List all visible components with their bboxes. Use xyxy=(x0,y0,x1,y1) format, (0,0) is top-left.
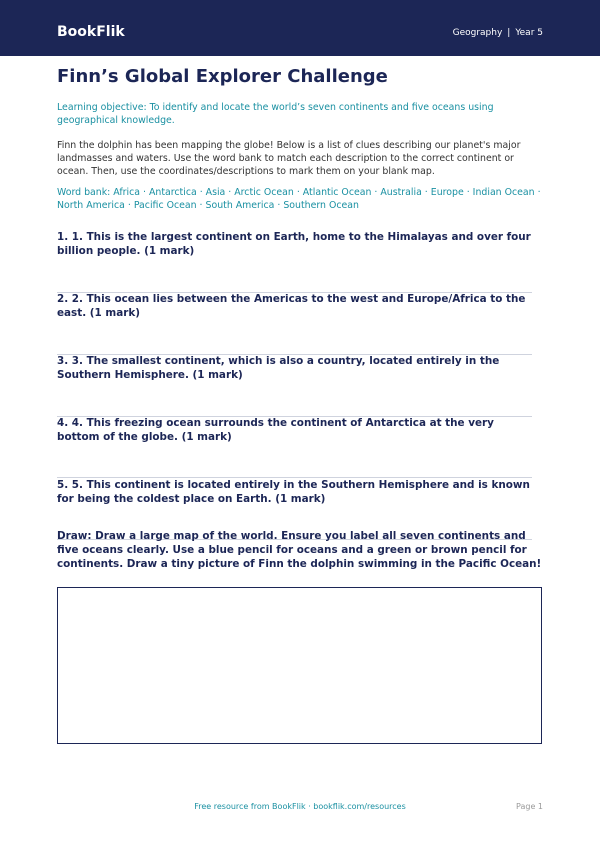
page-title: Finn’s Global Explorer Challenge xyxy=(57,66,388,87)
year-label: Year 5 xyxy=(515,28,543,38)
page-header xyxy=(0,0,600,56)
subject-year-label xyxy=(453,28,543,38)
learning-objective: Learning objective: To identify and locate the world’s seven continents and five oceans using geographical knowledge. xyxy=(57,102,494,126)
question-3: 3. 3. The smallest continent, which is also a country, located entirely in the Southern Hemisphere. (1 mark) xyxy=(57,355,500,381)
subject-label: Geography xyxy=(452,28,503,38)
map-drawing-box[interactable] xyxy=(57,587,542,744)
question-2: 2. 2. This ocean lies between the Americas to the west and Europe/Africa to the east. (1 mark) xyxy=(57,293,526,319)
question-1: 1. 1. This is the largest continent on Earth, home to the Himalayas and over four billion people. (1 mark) xyxy=(57,231,531,257)
brand-logo: BookFlik xyxy=(57,24,125,40)
draw-task: Draw: Draw a large map of the world. Ensure you label all seven continents and five oceans clearly. Use a blue pencil for oceans and a green or brown pencil for continents. Draw a tiny picture of Finn the dolphin swimming in the Pacific Ocean! xyxy=(57,530,542,570)
intro-paragraph: Finn the dolphin has been mapping the globe! Below is a list of clues describing our planet's major landmasses and waters. Use the word bank to match each description to the correct continent or ocean. Then, use the coordinates/descriptions to mark them on your blank map. xyxy=(57,140,521,177)
footer-resource: Free resource from BookFlik · bookflik.com/resources xyxy=(194,802,406,811)
word-bank: Word bank: Africa · Antarctica · Asia · Arctic Ocean · Atlantic Ocean · Australia · Europe · Indian Ocean · North America · Pacific Ocean · South America · Southern Ocean xyxy=(57,187,541,211)
page-number: Page 1 xyxy=(516,802,543,811)
meta-separator: | xyxy=(507,28,511,38)
question-5: 5. 5. This continent is located entirely in the Southern Hemisphere and is known for being the coldest place on Earth. (1 mark) xyxy=(57,479,530,505)
question-4: 4. 4. This freezing ocean surrounds the continent of Antarctica at the very bottom of the globe. (1 mark) xyxy=(57,417,494,443)
